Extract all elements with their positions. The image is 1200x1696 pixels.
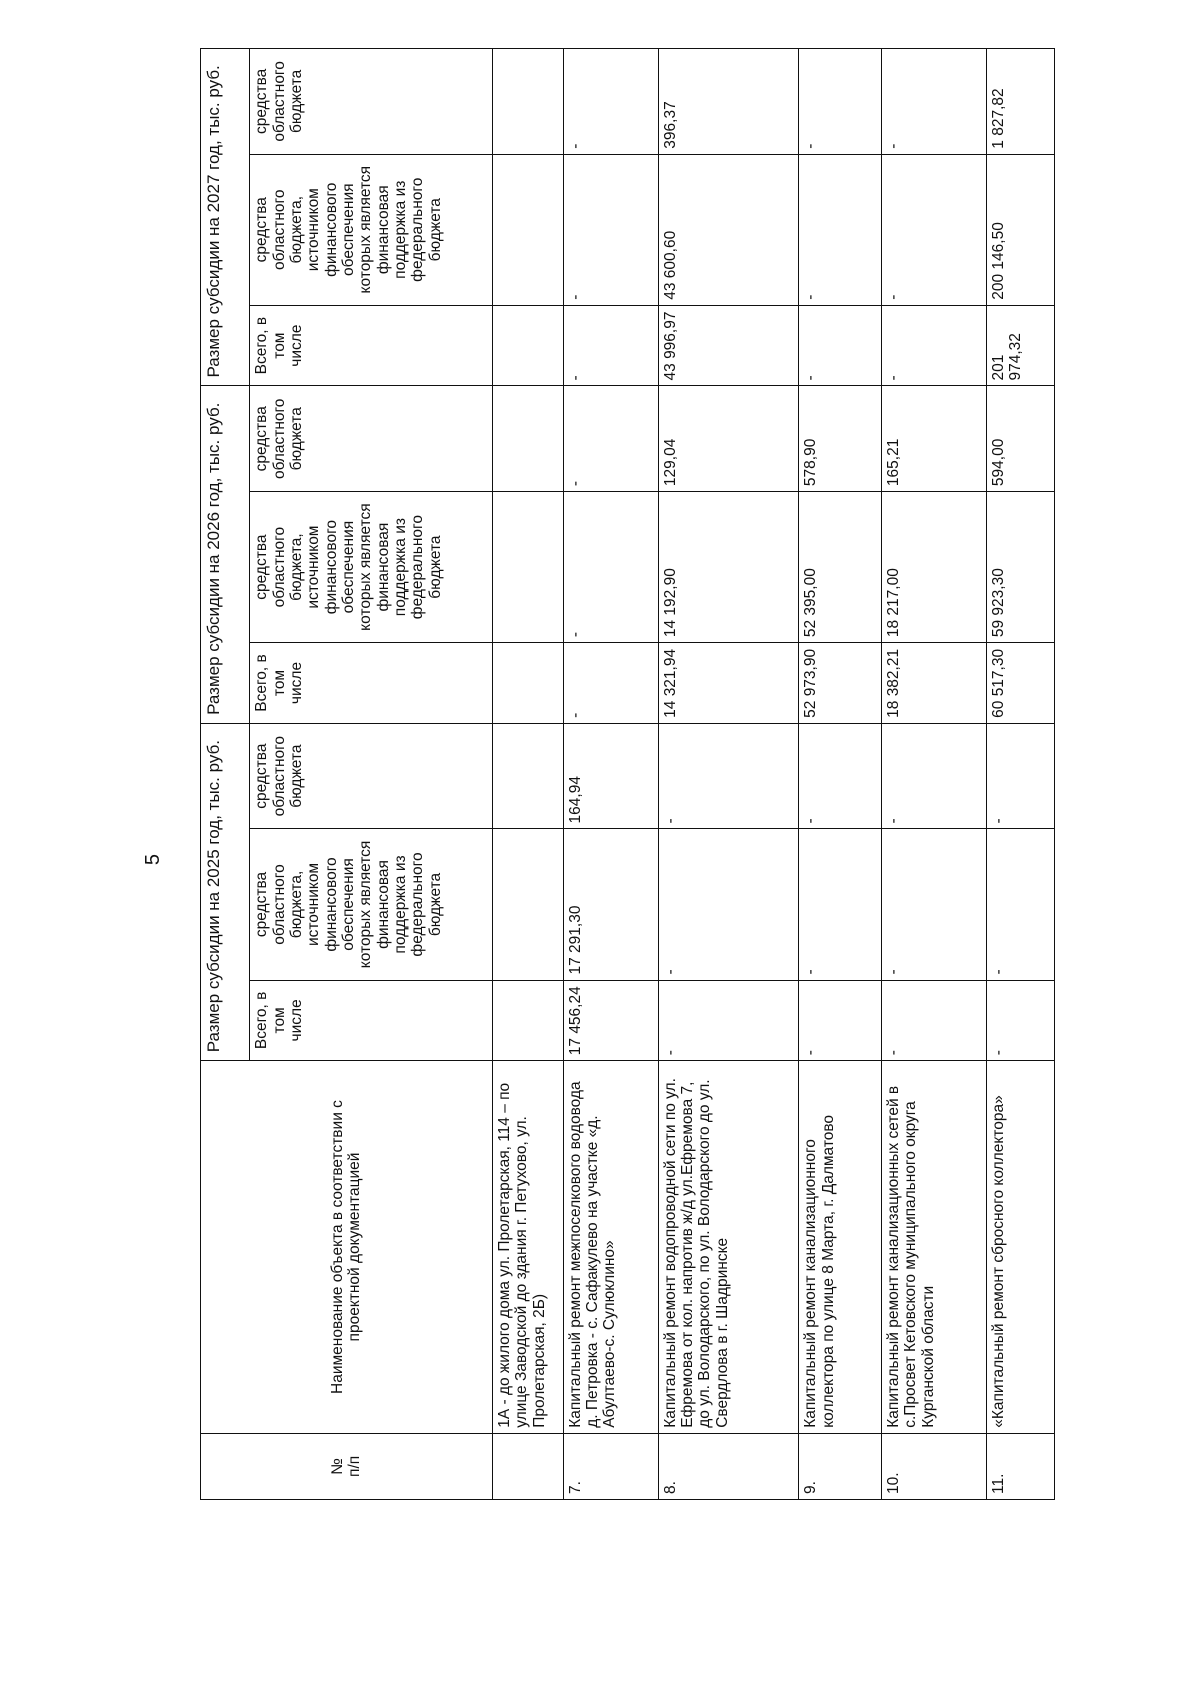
cell: 594,00 [986, 386, 1055, 492]
sub-reg-header: средства областного бюджета [250, 723, 493, 829]
cell: 129,04 [658, 386, 799, 492]
cell [492, 386, 563, 492]
cell: 1 827,82 [986, 49, 1055, 155]
row-num: 9. [799, 1433, 882, 1499]
row-num: 8. [658, 1433, 799, 1499]
cell: - [882, 723, 986, 829]
year-2025-header: Размер субсидии на 2025 год, тыс. руб. [201, 723, 250, 1060]
cell: - [986, 829, 1055, 980]
cell: - [882, 980, 986, 1061]
row-name: Капитальный ремонт канализационного коллектора по улице 8 Марта, г. Далматово [799, 1061, 882, 1434]
cell: 201 974,32 [986, 305, 1055, 386]
sub-reg-header: средства областного бюджета [250, 49, 493, 155]
page-number: 5 [142, 853, 165, 866]
cell: - [799, 723, 882, 829]
cell: - [658, 723, 799, 829]
table-row [986, 49, 1055, 1500]
cell [492, 154, 563, 305]
table-row [799, 49, 882, 1500]
row-name: 1А - до жилого дома ул. Пролетарская, 114 – по улице Заводской до здания г. Петухово, ул. Пролетарская, 2Б) [492, 1061, 563, 1434]
header-row-1 [201, 49, 250, 1500]
cell: - [882, 154, 986, 305]
cell: - [563, 154, 658, 305]
table-row [882, 49, 986, 1500]
cell: 14 321,94 [658, 643, 799, 724]
cell: - [799, 980, 882, 1061]
row-name: «Капитальный ремонт сбросного коллектора» [986, 1061, 1055, 1434]
sub-fed-header: средства областного бюджета, источником финансового обеспечения которых является финансовая поддержка из федерального бюджета [250, 492, 493, 643]
cell: - [882, 829, 986, 980]
year-2026-header: Размер субсидии на 2026 год, тыс. руб. [201, 386, 250, 723]
year-2027-header: Размер субсидии на 2027 год, тыс. руб. [201, 49, 250, 386]
sub-fed-header: средства областного бюджета, источником финансового обеспечения которых является финансовая поддержка из федерального бюджета [250, 154, 493, 305]
cell: 52 395,00 [799, 492, 882, 643]
row-name: Капитальный ремонт межпоселкового водовода д. Петровка - с. Сафакулево на участке «д. Абултаево-с. Сулюклино» [563, 1061, 658, 1434]
cell [492, 980, 563, 1061]
cell: 60 517,30 [986, 643, 1055, 724]
table-row [563, 49, 658, 1500]
cell: - [799, 305, 882, 386]
row-name: Капитальный ремонт водопроводной сети по ул. Ефремова от кол. напротив ж/д ул.Ефремова 7, до ул. Володарского, по ул. Володарского до ул. Свердлова в г. Шадринске [658, 1061, 799, 1434]
cell: 17 456,24 [563, 980, 658, 1061]
sub-total-header: Всего, в том числе [250, 305, 493, 386]
sub-fed-header: средства областного бюджета, источником финансового обеспечения которых является финансовая поддержка из федерального бюджета [250, 829, 493, 980]
cell: 43 996,97 [658, 305, 799, 386]
subsidy-table [200, 48, 1055, 1500]
col-name-header: Наименование объекта в соответствии с проектной документацией [201, 1061, 493, 1434]
cell: 18 382,21 [882, 643, 986, 724]
cell: - [658, 980, 799, 1061]
cell [492, 723, 563, 829]
cell: - [799, 829, 882, 980]
cell: - [563, 49, 658, 155]
sub-total-header: Всего, в том числе [250, 980, 493, 1061]
cell: 18 217,00 [882, 492, 986, 643]
cell: - [799, 154, 882, 305]
table-row [658, 49, 799, 1500]
cell: - [563, 643, 658, 724]
cell: - [658, 829, 799, 980]
sub-reg-header: средства областного бюджета [250, 386, 493, 492]
cell [492, 492, 563, 643]
sub-total-header: Всего, в том числе [250, 643, 493, 724]
row-num: 11. [986, 1433, 1055, 1499]
cell: 17 291,30 [563, 829, 658, 980]
row-num [492, 1433, 563, 1499]
cell: 396,37 [658, 49, 799, 155]
cell: - [563, 386, 658, 492]
cell [492, 829, 563, 980]
cell: 14 192,90 [658, 492, 799, 643]
cell: 52 973,90 [799, 643, 882, 724]
row-name: Капитальный ремонт канализационных сетей в с.Просвет Кетовского муниципального округа Курганской области [882, 1061, 986, 1434]
cell: - [986, 723, 1055, 829]
cell: 164,94 [563, 723, 658, 829]
cell: - [563, 492, 658, 643]
cell: - [563, 305, 658, 386]
cell: - [799, 49, 882, 155]
cell: 43 600,60 [658, 154, 799, 305]
cell: 200 146,50 [986, 154, 1055, 305]
cell [492, 49, 563, 155]
col-num-header: № п/п [201, 1433, 493, 1499]
cell: - [882, 49, 986, 155]
cell: - [986, 980, 1055, 1061]
cell: 165,21 [882, 386, 986, 492]
cell: 59 923,30 [986, 492, 1055, 643]
cell [492, 643, 563, 724]
cell: - [882, 305, 986, 386]
table-row [492, 49, 563, 1500]
row-num: 7. [563, 1433, 658, 1499]
cell [492, 305, 563, 386]
cell: 578,90 [799, 386, 882, 492]
rotated-table-wrapper [200, 48, 1055, 1500]
row-num: 10. [882, 1433, 986, 1499]
